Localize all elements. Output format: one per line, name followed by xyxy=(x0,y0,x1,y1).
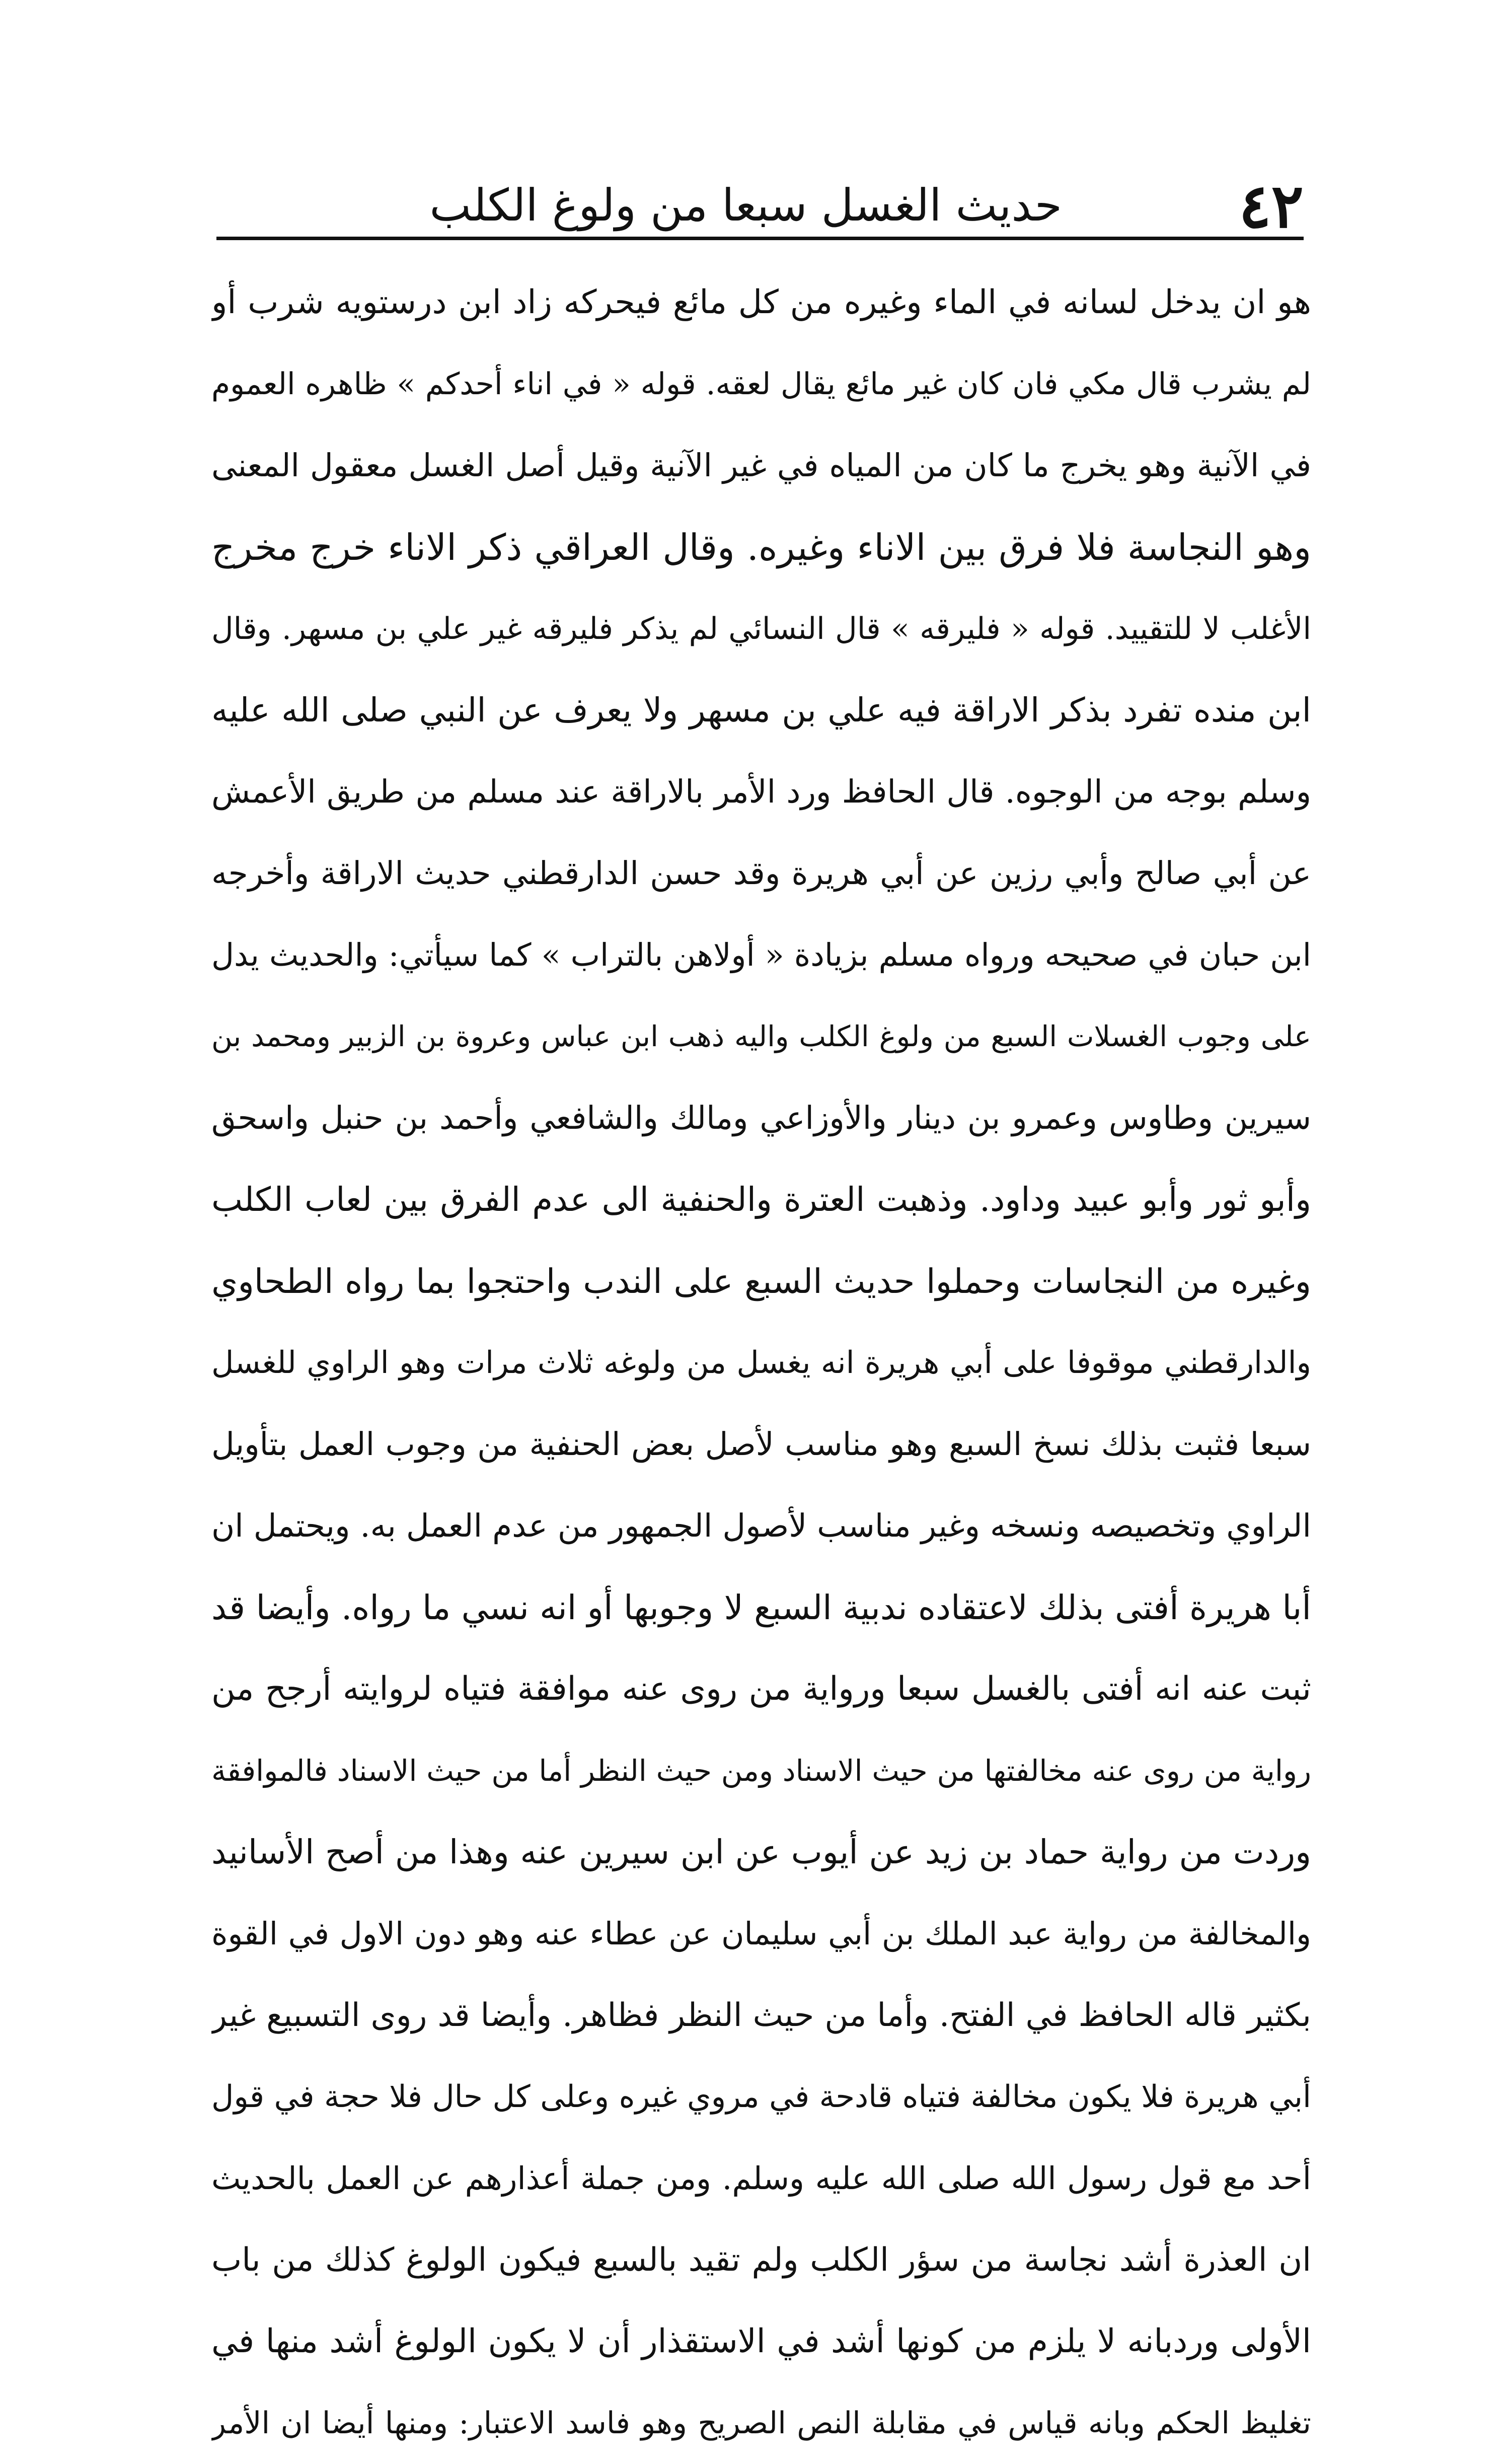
header-rule xyxy=(216,237,1304,240)
text-line: أبا هريرة أفتى بذلك لاعتقاده ندبية السبع لا وجوبها أو انه نسي ما رواه. وأيضا قد xyxy=(211,1588,1311,1627)
text-line: ثبت عنه انه أفتى بالغسل سبعا ورواية من روى عنه موافقة فتياه لروايته أرجح من xyxy=(211,1670,1311,1708)
text-line: ابن حبان في صحيحه ورواه مسلم بزيادة « أولاهن بالتراب » كما سيأتي: والحديث يدل xyxy=(211,936,1311,973)
page-number: ٤٢ xyxy=(1239,171,1304,242)
text-line: والدارقطني موقوفا على أبي هريرة انه يغسل من ولوغه ثلاث مرات وهو الراوي للغسل xyxy=(211,1345,1311,1381)
text-line: على وجوب الغسلات السبع من ولوغ الكلب واليه ذهب ابن عباس وعروة بن الزبير ومحمد بن xyxy=(211,1020,1311,1053)
text-line: هو ان يدخل لسانه في الماء وغيره من كل مائع فيحركه زاد ابن درستويه شرب أو xyxy=(211,283,1311,321)
text-line: وأبو ثور وأبو عبيد وداود. وذهبت العترة والحنفية الى عدم الفرق بين لعاب الكلب xyxy=(211,1180,1311,1219)
text-line: تغليظ الحكم وبانه قياس في مقابلة النص الصريح وهو فاسد الاعتبار: ومنها أيضا ان الأمر xyxy=(211,2406,1311,2441)
text-line: أبي هريرة فلا يكون مخالفة فتياه قادحة في مروي غيره وعلى كل حال فلا حجة في قول xyxy=(211,2079,1311,2115)
text-line: وردت من رواية حماد بن زيد عن أيوب عن ابن سيرين عنه وهذا من أصح الأسانيد xyxy=(211,1833,1311,1871)
page-header xyxy=(216,166,1304,242)
body-text xyxy=(211,262,1311,2464)
text-line: ان العذرة أشد نجاسة من سؤر الكلب ولم تقيد بالسبع فيكون الولوغ كذلك من باب xyxy=(211,2241,1311,2279)
text-line: سبعا فثبت بذلك نسخ السبع وهو مناسب لأصل بعض الحنفية من وجوب العمل بتأويل xyxy=(211,1426,1311,1463)
text-line: سيرين وطاوس وعمرو بن دينار والأوزاعي ومالك والشافعي وأحمد بن حنبل واسحق xyxy=(211,1100,1311,1136)
text-line: الأولى وردبانه لا يلزم من كونها أشد في الاستقذار أن لا يكون الولوغ أشد منها في xyxy=(211,2323,1311,2360)
text-line: عن أبي صالح وأبي رزين عن أبي هريرة وقد حسن الدارقطني حديث الاراقة وأخرجه xyxy=(211,855,1311,892)
text-line: الراوي وتخصيصه ونسخه وغير مناسب لأصول الجمهور من عدم العمل به. ويحتمل ان xyxy=(211,1507,1311,1544)
text-line: وغيره من النجاسات وحملوا حديث السبع على الندب واحتجوا بما رواه الطحاوي xyxy=(211,1262,1311,1301)
text-line: وهو النجاسة فلا فرق بين الاناء وغيره. وقال العراقي ذكر الاناء خرج مخرج xyxy=(211,526,1311,568)
text-line: لم يشرب قال مكي فان كان غير مائع يقال لعقه. قوله « في اناء أحدكم » ظاهره العموم xyxy=(211,367,1311,402)
text-line: الأغلب لا للتقييد. قوله « فليرقه » قال النسائي لم يذكر فليرقه غير علي بن مسهر. وقال xyxy=(211,611,1311,646)
text-line: وسلم بوجه من الوجوه. قال الحافظ ورد الأمر بالاراقة عند مسلم من طريق الأعمش xyxy=(211,773,1311,810)
text-line: في الآنية وهو يخرج ما كان من المياه في غير الآنية وقيل أصل الغسل معقول المعنى xyxy=(211,447,1311,484)
running-title: حديث الغسل سبعا من ولوغ الكلب xyxy=(429,179,1062,231)
text-line: ابن منده تفرد بذكر الاراقة فيه علي بن مسهر ولا يعرف عن النبي صلى الله عليه xyxy=(211,691,1311,730)
text-line: أحد مع قول رسول الله صلى الله عليه وسلم. ومن جملة أعذارهم عن العمل بالحديث xyxy=(211,2160,1311,2197)
text-line: والمخالفة من رواية عبد الملك بن أبي سليمان عن عطاء عنه وهو دون الاول في القوة xyxy=(211,1915,1311,1952)
text-line: بكثير قاله الحافظ في الفتح. وأما من حيث النظر فظاهر. وأيضا قد روى التسبيع غير xyxy=(211,1997,1311,2034)
text-line: رواية من روى عنه مخالفتها من حيث الاسناد ومن حيث النظر أما من حيث الاسناد فالموافقة xyxy=(211,1754,1311,1788)
